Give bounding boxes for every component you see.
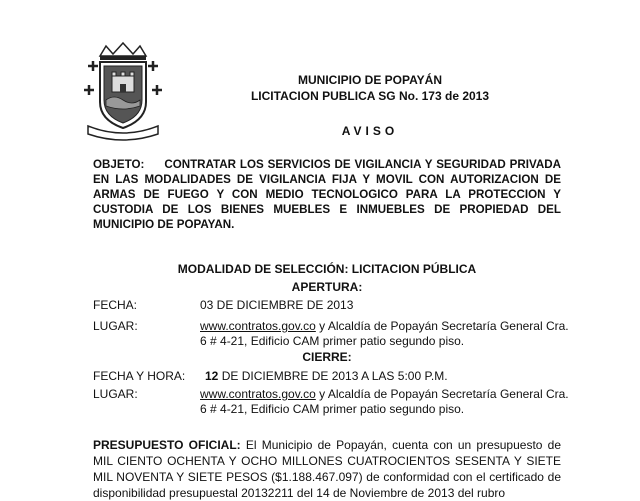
cierre-fecha-label: FECHA Y HORA: (93, 369, 186, 383)
modalidad-heading: MODALIDAD DE SELECCIÓN: LICITACION PÚBLICA (177, 262, 477, 276)
cierre-fecha-text: DE DICIEMBRE DE 2013 A LAS 5:00 P.M. (218, 369, 448, 383)
cierre-lugar-value (200, 387, 570, 417)
apertura-lugar-text: y Alcaldía de Popayán Secretaría General Cra. 6 # 4-21, Edificio CAM primer patio segundo piso. (200, 319, 569, 348)
cierre-lugar-text: y Alcaldía de Popayán Secretaría General Cra. 6 # 4-21, Edificio CAM primer patio segundo piso. (200, 387, 569, 416)
apertura-fecha-value: 03 DE DICIEMBRE DE 2013 (200, 298, 354, 312)
cierre-lugar-label: LUGAR: (93, 387, 138, 401)
objeto-paragraph (93, 157, 561, 232)
cierre-lugar-link[interactable]: www.contratos.gov.co (200, 387, 316, 401)
presupuesto-text: El Municipio de Popayán, cuenta con un presupuesto de MIL CIENTO OCHENTA Y OCHO MILLONES CUATROCIENTOS SESENTA Y SIETE MIL NOVENTA Y SIETE PESOS ($1.188.467.097) de conformidad con el certificado de disponibilidad presupuestal 20132211 del 14 de Noviembre de 2013 del rubro (93, 438, 562, 500)
aviso-title: AVISO (341, 124, 399, 138)
objeto-text: CONTRATAR LOS SERVICIOS DE VIGILANCIA Y SEGURIDAD PRIVADA EN LAS MODALIDADES DE VIGILANCIA FIJA Y MOVIL CON AUTORIZACION DE ARMAS DE FUEGO Y CON MEDIO TECNOLOGICO PARA LA PROTECCION Y CUSTODIA DE LOS BIENES MUEBLES E INMUEBLES DE PROPIEDAD DEL MUNICIPIO DE POPAYAN. (93, 158, 561, 231)
apertura-fecha-label: FECHA: (93, 298, 138, 312)
tender-number: LICITACION PUBLICA SG No. 173 de 2013 (250, 89, 490, 103)
apertura-lugar-value (200, 319, 570, 349)
municipality-title: MUNICIPIO DE POPAYÁN (297, 73, 443, 87)
presupuesto-paragraph (93, 437, 561, 501)
coat-of-arms-icon (80, 40, 166, 144)
objeto-label: OBJETO: (93, 158, 145, 171)
cierre-fecha-day: 12 (205, 369, 219, 383)
cierre-heading: CIERRE: (302, 350, 352, 364)
cierre-fecha-value (205, 369, 575, 384)
apertura-lugar-label: LUGAR: (93, 319, 138, 333)
apertura-lugar-link[interactable]: www.contratos.gov.co (200, 319, 316, 333)
apertura-heading: APERTURA: (291, 280, 363, 294)
presupuesto-label: PRESUPUESTO OFICIAL: (93, 438, 241, 452)
